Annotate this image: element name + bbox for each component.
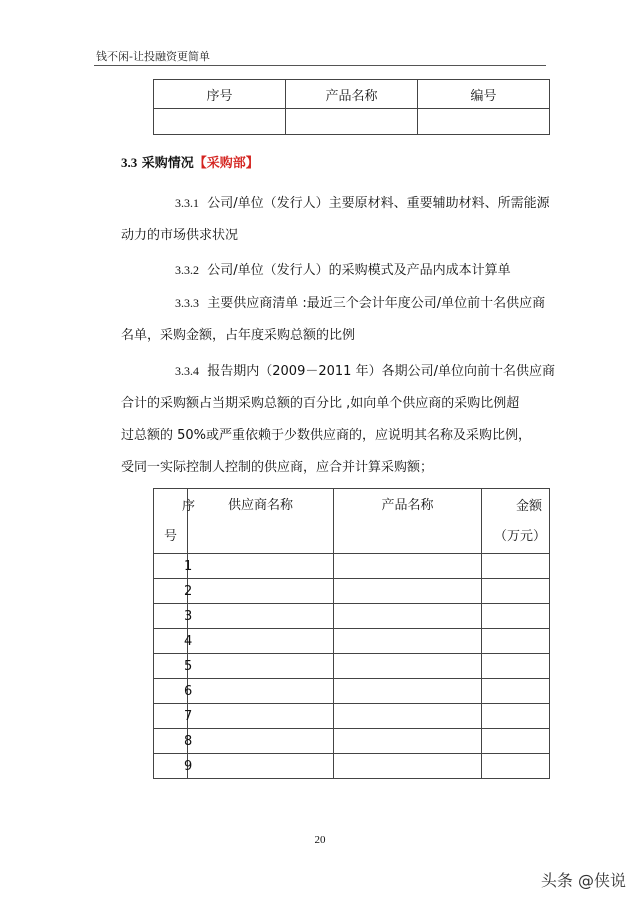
supplier-table-header-product [334, 489, 482, 554]
table-row [154, 604, 550, 629]
paragraph-3-3-2 [121, 254, 561, 287]
row-number: 6 [184, 683, 193, 699]
row-number-cell [154, 729, 193, 754]
table-cell [334, 579, 482, 604]
table-cell [334, 754, 482, 779]
table-cell [286, 109, 418, 135]
table-cell [482, 679, 550, 704]
table-cell [334, 629, 482, 654]
paragraph-3-3-1 [121, 187, 561, 252]
row-number: 8 [184, 733, 193, 749]
table-cell [188, 704, 334, 729]
table-cell [482, 604, 550, 629]
clause-text: 报告期内（2009－2011 年）各期公司/单位向前十名供应商 [207, 364, 555, 379]
table-cell [334, 679, 482, 704]
table-cell [334, 654, 482, 679]
table-cell [154, 109, 286, 135]
table-cell [188, 579, 334, 604]
row-number: 1 [184, 558, 193, 574]
header-divider [94, 65, 546, 66]
product-table-header-row [154, 80, 550, 109]
table-cell [418, 109, 550, 135]
row-number-cell [154, 554, 193, 579]
header-supplier-label: 供应商名称 [227, 498, 293, 513]
product-table-header-name: 产品名称 [286, 80, 418, 109]
clause-number: 3.3.2 [175, 263, 199, 277]
product-table-row [154, 109, 550, 135]
clause-number: 3.3.4 [175, 364, 199, 378]
header-product-label: 产品名称 [381, 498, 434, 513]
table-row [154, 679, 550, 704]
table-cell [334, 554, 482, 579]
product-table [153, 79, 550, 135]
row-number: 7 [184, 708, 193, 724]
table-cell [482, 629, 550, 654]
product-table-header-seq: 序号 [154, 80, 286, 109]
table-row [154, 729, 550, 754]
row-number-cell [154, 654, 193, 679]
paragraph-3-3-4 [121, 355, 561, 484]
table-cell [482, 754, 550, 779]
table-cell [334, 729, 482, 754]
table-cell [188, 654, 334, 679]
header-seq-bottom: 号 [164, 529, 178, 544]
clause-text: 公司/单位（发行人）的采购模式及产品内成本计算单 [207, 263, 511, 278]
table-cell [188, 629, 334, 654]
row-number-cell [154, 629, 193, 654]
page-number: 20 [314, 834, 326, 846]
row-number-cell [154, 754, 193, 779]
table-cell [482, 704, 550, 729]
paragraph-3-3-3 [121, 287, 561, 352]
table-row [154, 654, 550, 679]
header-amount-top: 金额 [516, 499, 543, 514]
table-row [154, 704, 550, 729]
clause-number: 3.3.1 [175, 196, 199, 210]
clause-text: 受同一实际控制人控制的供应商，应合并计算采购额； [121, 460, 434, 475]
table-row [154, 754, 550, 779]
row-number: 2 [184, 583, 193, 599]
table-cell [334, 604, 482, 629]
section-heading [121, 152, 259, 171]
row-number: 3 [184, 608, 193, 624]
table-cell [334, 704, 482, 729]
clause-number: 3.3.3 [175, 296, 199, 310]
section-number: 3.3 [121, 155, 138, 170]
section-title: 采购情况 [141, 156, 194, 171]
table-cell [188, 679, 334, 704]
table-row [154, 579, 550, 604]
table-cell [482, 579, 550, 604]
table-cell [482, 729, 550, 754]
section-department: 【采购部】 [193, 156, 259, 171]
table-cell [482, 554, 550, 579]
supplier-table-header-seq [154, 489, 196, 554]
row-number-cell [154, 604, 193, 629]
supplier-table-header-row [154, 489, 550, 554]
clause-text: 名单，采购金额，占年度采购总额的比例 [121, 328, 356, 343]
source-watermark: 头条 @侠说 [540, 871, 626, 890]
clause-text: 合计的采购额占当期采购总额的百分比 ,如向单个供应商的采购比例超 [121, 396, 520, 411]
supplier-table-header-supplier [188, 489, 334, 554]
table-row [154, 554, 550, 579]
row-number: 4 [184, 633, 193, 649]
product-table-header-code: 编号 [418, 80, 550, 109]
clause-text: 动力的市场供求状况 [121, 228, 239, 243]
header-seq-top: 序 [182, 499, 196, 514]
row-number-cell [154, 579, 193, 604]
table-row [154, 629, 550, 654]
table-cell [188, 554, 334, 579]
row-number-cell [154, 704, 193, 729]
table-cell [188, 729, 334, 754]
clause-text: 过总额的 50%或严重依赖于少数供应商的，应说明其名称及采购比例， [121, 428, 532, 443]
document-header: 钱不闲-让投融资更简单 [96, 50, 210, 63]
clause-text: 主要供应商清单 :最近三个会计年度公司/单位前十名供应商 [207, 296, 546, 311]
table-cell [188, 754, 334, 779]
row-number: 9 [184, 758, 193, 774]
supplier-table [153, 488, 550, 779]
row-number-cell [154, 679, 193, 704]
table-cell [188, 604, 334, 629]
header-amount-bottom: （万元） [494, 529, 547, 544]
row-number: 5 [184, 658, 193, 674]
table-cell [482, 654, 550, 679]
clause-text: 公司/单位（发行人）主要原材料、重要辅助材料、所需能源 [207, 196, 550, 211]
supplier-table-header-amount [482, 489, 550, 554]
